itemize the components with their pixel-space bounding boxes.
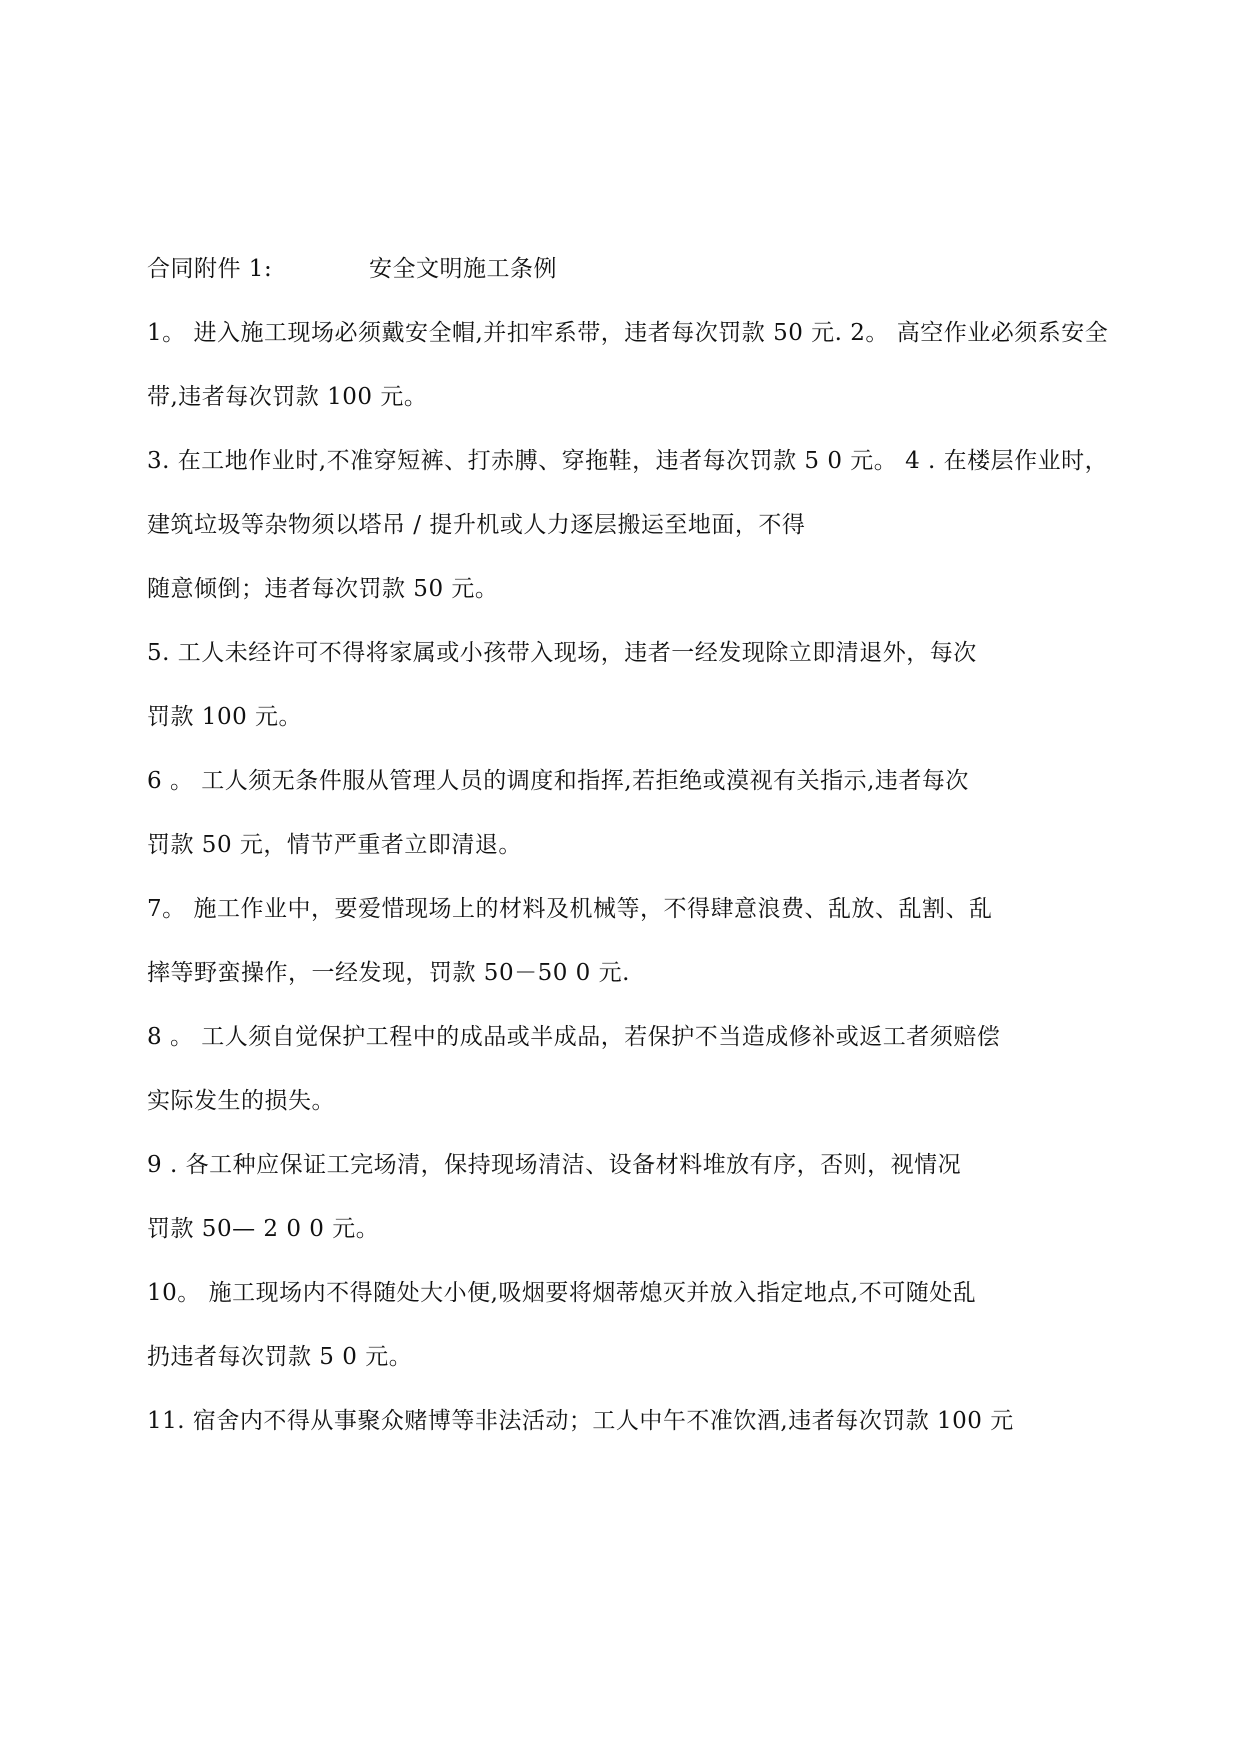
document-title: 安全文明施工条例 (369, 256, 557, 282)
text-line: 罚款 100 元。 (147, 704, 303, 730)
text-line: 11. 宿舍内不得从事聚众赌博等非法活动；工人中午不准饮酒,违者每次罚款 100 元 (147, 1408, 1014, 1434)
text-line: 罚款 50— 2 0 0 元。 (147, 1216, 380, 1242)
text-line: 扔违者每次罚款 5 0 元。 (147, 1344, 413, 1370)
text-line: 罚款 50 元，情节严重者立即清退。 (147, 832, 522, 858)
text-line: 3. 在工地作业时,不准穿短裤、打赤膊、穿拖鞋，违者每次罚款 5 0 元。 4 . 在楼层作业时， (147, 448, 1109, 474)
text-line: 8 。 工人须自觉保护工程中的成品或半成品，若保护不当造成修补或返工者须赔偿 (147, 1024, 1001, 1050)
attachment-label: 合同附件 1: (147, 256, 273, 282)
text-line: 6 。 工人须无条件服从管理人员的调度和指挥,若拒绝或漠视有关指示,违者每次 (147, 768, 969, 794)
text-line: 1。 进入施工现场必须戴安全帽,并扣牢系带，违者每次罚款 50 元. 2。 高空作业必须系安全 (147, 320, 1109, 346)
text-line: 实际发生的损失。 (147, 1088, 335, 1114)
text-line: 随意倾倒；违者每次罚款 50 元。 (147, 576, 499, 602)
text-line: 摔等野蛮操作，一经发现，罚款 50－50 0 元. (147, 960, 630, 986)
text-line: 9 . 各工种应保证工完场清，保持现场清洁、设备材料堆放有序，否则，视情况 (147, 1152, 962, 1178)
text-line: 5. 工人未经许可不得将家属或小孩带入现场，违者一经发现除立即清退外，每次 (147, 640, 977, 666)
text-line: 7。 施工作业中，要爱惜现场上的材料及机械等，不得肆意浪费、乱放、乱割、乱 (147, 896, 993, 922)
text-line: 建筑垃圾等杂物须以塔吊 / 提升机或人力逐层搬运至地面，不得 (147, 512, 806, 538)
text-line: 带,违者每次罚款 100 元。 (147, 384, 428, 410)
text-line: 10。 施工现场内不得随处大小便,吸烟要将烟蒂熄灭并放入指定地点,不可随处乱 (147, 1280, 977, 1306)
